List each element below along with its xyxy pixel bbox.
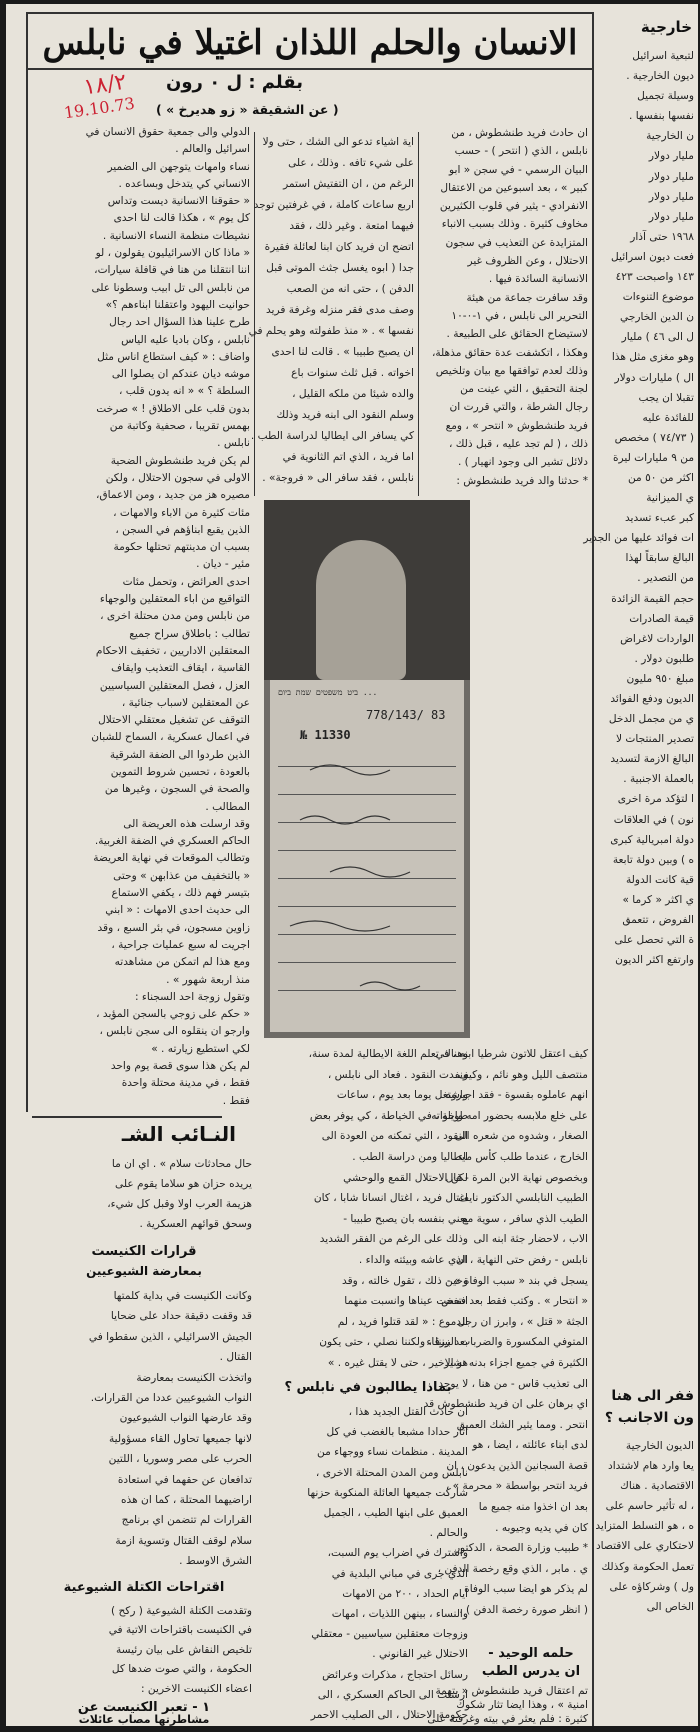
text-line: الديون الخارجية (625, 1440, 694, 1452)
text-line: التواقيع من اباء المعتقلين والوجهاء (99, 593, 250, 606)
text-line: « بالتخفيف من عذابهن » وحتى (113, 869, 250, 882)
text-line: مليار دولار (648, 150, 694, 163)
text-line: امنية » ، وهذا ايضا تثار شكوك (456, 1699, 588, 1711)
text-line: ونفدت النقود . فعاد الى نابلس ، (327, 1068, 468, 1081)
left-bottom-line-1: ١ - تعبر الكنيست عن (77, 1700, 211, 1715)
article-byline: بقلم : ل ٠ رون (166, 72, 303, 93)
text-line: الدموع : « لقد قتلوا فريد ، لم (337, 1315, 468, 1328)
right-divider (592, 12, 594, 1726)
text-line: تعمل الحكومة وكذلك (601, 1560, 694, 1573)
handwriting-scribbles (270, 740, 464, 1020)
text-line: حجم القيمة الزائدة (611, 592, 694, 605)
article-column-3 (30, 124, 250, 1114)
text-line: على خلع ملابسه بحضور امه واخواته (431, 1109, 588, 1122)
right-strip-section-title: ففر الى هنا (611, 1388, 694, 1404)
text-line: الذي عاشه وبيئته والداء . (358, 1253, 468, 1266)
text-line: مبلغ ٩٥٠ مليون (626, 672, 694, 685)
text-line: الحكومة ، والتي صوت ضدها كل (111, 1663, 252, 1676)
text-line: لم يكن هذا سوى قصة يوم واحد (110, 1060, 250, 1073)
text-line: تصدير المنتجات لا (616, 733, 694, 746)
text-line: كل يوم » ، هكذا قالت لنا احدى (113, 212, 250, 225)
text-line: وقد ارسلت هذه العريضة الى (123, 817, 250, 830)
text-line: العزل ، فصل المعتقلين السياسيين (99, 679, 250, 692)
left-section-subtitle: بمعارضة الشيوعيين (86, 1264, 202, 1278)
text-line: ديون الخارجية . (626, 70, 694, 83)
text-line: نون ) في العلاقات (613, 813, 694, 826)
text-line: لدى ابناء عائلته ، ايضا ، هو (472, 1439, 588, 1452)
left-article-title: النـائب الشـ (121, 1122, 236, 1146)
text-line: الاقتصادية . هناك (620, 1480, 694, 1493)
text-line: ة التي تحصل على (614, 934, 694, 947)
document-number: № 11330 (300, 728, 351, 742)
text-line: وسحق قوائهم العسكرية . (139, 1218, 252, 1230)
top-rule (26, 12, 594, 14)
text-line: ( ٧٤/٧٣ ) مخصص (614, 431, 694, 444)
text-line: القاسية ، ايقاف التعذيب وايقاف (111, 662, 250, 675)
text-line: مخاوف كثيرة . وذلك بسبب الانباء (441, 218, 588, 231)
text-line: الجيش الاسرائيلي ، الذين سقطوا في (88, 1330, 252, 1343)
text-line: لم يذكر هو ايضا سبب الوفاة (464, 1583, 588, 1596)
text-line: فقط ، في مدينة محتلة واحدة (121, 1077, 250, 1090)
right-strip-column (583, 46, 694, 1386)
text-line: منذ اربعة شهور » . (166, 973, 250, 986)
text-line: ان يصبح طبيبا » . قالت لنا احدى (271, 346, 414, 358)
text-line: نابلس ، فقد سافر الى « فروجة» . (262, 472, 414, 484)
article-column-1 (424, 124, 588, 496)
text-line: واشترك في اضراب يوم السبت، (327, 1547, 468, 1560)
text-line: بسبب ان مدينتهم تحتلها حكومة (113, 541, 250, 554)
text-line: اتضح ان فريد كان ابنا لعائلة فقيرة (264, 241, 414, 253)
text-line: المطالب . (205, 800, 250, 813)
text-line: الديون ودفع الفوائد (610, 693, 694, 705)
right-strip-header: خارجية (640, 18, 692, 36)
text-line: نساء وامهات يتوجهن الى الضمير (107, 160, 250, 173)
text-line: حكومة الاحتلال ، الى الصليب الاحمر (310, 1709, 468, 1722)
text-line: وقد سافرت جماعة من هيئة (466, 291, 588, 304)
right-strip-section-subtitle: ون الاجانب ؟ (604, 1410, 694, 1426)
text-line: اية اشياء تدعو الى الشك ، حتى ولا (262, 136, 414, 148)
text-line: اسرائيل والعالم . (175, 143, 250, 156)
text-line: طلبون دولار . (634, 652, 694, 665)
text-line: وبخصوص نهاية الابن المرة - قال (445, 1171, 588, 1184)
text-line: قية كانت الدولة (625, 873, 694, 886)
text-line: طويلة ، في الخياطة ، كي يوفر بعض (309, 1109, 468, 1122)
text-line: اثار حدادا مشبعا بالغضب في كل (326, 1426, 468, 1439)
text-line: ي الميزانية (646, 492, 694, 505)
text-line: بهمس تقريبا ، صحفية وكاتبة من (109, 420, 250, 433)
text-line: فعت ديون اسرائيل (610, 250, 694, 263)
text-line: ١٤٣ واصبحت ٤٢٣ (615, 271, 694, 284)
text-line: التوقف عن تشغيل معتقلي الاحتلال (98, 714, 250, 727)
text-line: اما فريد ، الذي اتم الثانوية في (282, 451, 414, 463)
text-line: ذلك ، ( لم تجد عليه ، قبل ذلك ، (448, 438, 588, 451)
text-line: بالعودة ، تحسين شروط التموين (110, 765, 250, 778)
text-line: وهكذا ، اتكشفت عدة حقائق مذهلة، (431, 346, 588, 359)
text-line: الحرب على مصر وسوريا ، اللتين (108, 1453, 252, 1466)
text-line: ارسلت الى الحاكم العسكري ، الى (317, 1688, 468, 1701)
text-line: اراضيهما المحتلة ، كما ان هذه (120, 1494, 252, 1507)
text-line: نابلس - رفض حتى النهاية ، ان (455, 1253, 588, 1266)
text-line: في الكنيست باقتراحات الاتية في (108, 1624, 252, 1637)
text-line: ا لتؤكد مرة اخرى (617, 793, 694, 806)
text-line: بدون قلب على الاطلاق ! » صرخت (96, 402, 250, 415)
text-line: قد وقفت دقيقة حداد على ضحايا (110, 1310, 252, 1323)
text-line: نابلس ، وكان باديا عليه الياس (121, 333, 250, 346)
text-line: شاركت جميعها العائلة المنكوبة حزنها (307, 1486, 468, 1499)
text-line: تدافعان عن حقهما في استعادة (117, 1473, 252, 1486)
text-line: لاستيضاح الحقائق على الطبيعة . (446, 328, 588, 341)
subheading-only-dream: حلمه الوحيد - (488, 1646, 574, 1661)
text-line: وتطالب الموقعات في نهاية العريضة (93, 852, 250, 865)
text-line: ان حادث فريد طنشطوش ، من (451, 127, 588, 139)
text-line: الاولى في سجون الاحتلال ، ولكن (105, 471, 250, 484)
text-line: رسائل احتجاج ، مذكرات وعرائض (322, 1668, 468, 1681)
text-line: الانساني كي يتدخل وبساعده . (118, 177, 250, 190)
text-line: اخواته . قبل ثلث سنوات باع (291, 367, 414, 379)
text-line: البيان الرسمي - في سجن « ابو (449, 163, 588, 176)
text-line: الخارج ، عندما طلب كأس ماء . (451, 1150, 588, 1163)
right-strip-column-2 (595, 1436, 694, 1724)
subheading-study-medicine: ان يدرس الطب (481, 1664, 581, 1679)
text-line: ي . مابر ، الذي وقع رخصة الدفن ، (437, 1562, 588, 1575)
text-line: رجال الشرطة ، والتي قررت ان (449, 401, 588, 414)
text-line: انتفخت عيناها وانسبت منهما (344, 1295, 468, 1308)
photo-document (270, 680, 464, 1032)
text-line: « حكم على زوجي بالسجن المؤبد ، (96, 1008, 250, 1021)
text-line: الحاكم العسكري في الضفة الغربية. (94, 835, 250, 848)
text-line: العميق على ابنها الطيب ، الجميل (323, 1507, 468, 1520)
left-bottom-line-2: مشاطرتها مصاب عائلات (78, 1713, 210, 1726)
text-line: والصحة في السجون ، وغيرها من (104, 783, 250, 796)
text-line: الطبيب النابلسي الدكتور نايف (458, 1192, 588, 1205)
text-line: سلام لوقف القتال وتسوية ازمة (115, 1534, 252, 1547)
text-line: لكن الاحتلال القمع والوحشي (343, 1171, 468, 1184)
text-line: حال محادثات سلام » . اي ان ما (111, 1158, 252, 1170)
text-line: في اعمال عسكرية ، السماح للشبان (91, 731, 250, 744)
text-line: الاحتلال ، وعن الظروف غير (467, 255, 588, 268)
text-line: ن الخارجية (646, 130, 694, 143)
text-line: * طبيب وزارة الصحة ، الدكتور (454, 1542, 588, 1555)
text-line: النقود ، التي تمكنه من العودة الى (321, 1130, 468, 1143)
text-line: وارجو ان ينقلوه الى سجن نابلس ، (99, 1025, 250, 1038)
text-line: وتقول زوجة احد السجناء : (134, 990, 250, 1003)
text-line: فريد انتحر بواسطة « محرمة » ، (445, 1480, 588, 1493)
text-line: مئات كثيرة من الاباء والامهات ، (113, 506, 250, 519)
text-line: لكي استطيع زيارته . » (151, 1042, 250, 1055)
text-line: وزوجات معتقلين سياسيين - معتقلي (311, 1628, 468, 1641)
left-section-column (36, 1286, 252, 1576)
text-line: الفروض ، تتعمق (622, 914, 694, 927)
text-line: للفائدة عليه (642, 411, 694, 424)
text-line: وتقدمت الكتلة الشيوعية ( ركح ) (110, 1605, 252, 1617)
text-line: الجثة « قتل » ، وابرز ان رجل (457, 1315, 588, 1328)
text-line: بتيسر فهم ذلك ، يكفي الاستماع (111, 887, 250, 900)
col-divider-2 (418, 132, 419, 496)
text-line: الى حديث احدى الامهات : « ابني (105, 904, 250, 917)
text-line: كان في يديه وجيوبه . (495, 1521, 588, 1534)
article-column-lower-right-tail (427, 1684, 588, 1726)
article-source: ( عن الشقيقة « زو هديرخ » ) (156, 102, 339, 117)
text-line: بالعملة الاجنبية . (623, 773, 694, 786)
text-line: مئير - ديان . (196, 558, 250, 571)
text-line: اي برهان على ان فريد طنشطوش قد (423, 1398, 588, 1411)
text-line: هو الاخير ، حتى لا يقتل غيره . » (327, 1356, 468, 1369)
text-line: نفسها بنفسها . (628, 110, 694, 123)
text-line: وقد عارضها النواب الشيوعيون (119, 1412, 252, 1425)
text-line: ان حادث القتل الجديد هذا ، (348, 1406, 468, 1418)
text-line: ي اكثر « كرما » (622, 893, 694, 906)
text-line: نفسها » . « منذ طفولته وهو يحلم في (248, 325, 414, 337)
text-line: الانسانية السائدة فيها . (488, 273, 588, 286)
text-line: ل الى ٤٦ ) مليار (621, 331, 694, 344)
text-line: الطيب الذي سافر ، سوية مع (461, 1212, 588, 1225)
text-line: البالغ الازمة لتسديد (610, 753, 694, 766)
text-line: الذين يقبع ابناؤهم في السجن ، (115, 523, 250, 536)
text-line: تقبلا ان يجب (638, 391, 694, 404)
text-line: ( انظر صورة رخصة الدفن ) . (459, 1604, 588, 1617)
text-line: قيمة الصادرات (629, 612, 694, 625)
text-line: كثيرة : فلم يعثر في بيته وغرفته على (427, 1713, 588, 1725)
text-line: واضاف : « كيف استطاع اناس مثل (97, 350, 250, 363)
text-line: القتال . (219, 1351, 252, 1364)
text-line: من ٩ مليارات ليرة (612, 451, 694, 464)
text-line: المتزايدة عن التعذيب في سجون (445, 236, 588, 249)
stamp-date: 19.10.73 (62, 93, 136, 123)
text-line: ات فوائد عليها من الجدير (583, 532, 694, 545)
left-section3-title: اقتراحات الكتلة الشيوعية (63, 1580, 225, 1595)
text-line: فقط . (222, 1094, 250, 1107)
text-line: وهناك تعلم اللغة الايطالية لمدة سنة، (308, 1048, 468, 1060)
text-line: قصة السجانين الذين يدعون ، ان (446, 1459, 588, 1472)
text-line: هزيمة العرب اولا وقبل كل شيء، (107, 1198, 252, 1210)
text-line: فيهما امتعة . وغير ذلك ، فقد (289, 220, 414, 232)
text-line: الشرق الاوسط . (179, 1555, 252, 1568)
text-line: والده شيئا من ملكه القليل ، (292, 388, 414, 400)
text-line: ن الدين الخارجي (620, 311, 694, 324)
text-line: لتبعية اسرائيل (632, 50, 694, 62)
text-line: الذي جرى في مباني البلدية في (331, 1567, 468, 1580)
text-line: ايطاليا ومن دراسة الطب . (352, 1150, 468, 1163)
text-line: مليار دولار (648, 210, 694, 223)
photo-person-figure (316, 540, 406, 680)
text-line: دولة امبريالية كبرى (610, 833, 694, 846)
text-line: على شيء تافه . وذلك ، على (288, 157, 414, 169)
text-line: نابلس ومن المدن المحتلة الاخرى ، (315, 1466, 468, 1479)
text-line: الكثيرة في جميع اجزاء بدنه تشير (444, 1356, 588, 1369)
article-column-lower-mid (268, 1044, 468, 1374)
text-line: كبير » ، بعد اسبوعين من الاعتقال (440, 181, 588, 194)
text-line: السلطة ؟ » « انه يدون قلب ، (118, 385, 250, 398)
text-line: ي من مجمل الدخل (608, 713, 694, 726)
text-line: ومع هذا لم اتمكن من مشاهدته (114, 956, 250, 969)
text-line: يسجل في بند « سبب الوفاة » - (446, 1274, 588, 1287)
text-line: والنساء ، بينهن اللذيات ، امهات (331, 1608, 468, 1621)
text-line: اربع ساعات كاملة ، في غرفتين توجد (253, 199, 414, 211)
text-line: الرغم من ، ان التفتيش استمر (283, 178, 414, 190)
text-line: نابلس ، الذي ( انتحر ) - حسب (454, 145, 588, 158)
text-line: وذلك على الرغم من الفقر الشديد (319, 1233, 468, 1246)
text-line: « انتحار » . وكتب فقط بعد فحص (441, 1295, 588, 1308)
text-line: طرح علينا هذا السؤال احد رجال (109, 316, 250, 329)
text-line: احدى العرائض ، وتحمل مئات (122, 575, 250, 588)
text-line: يريده حزان هو سلاما يقوم على (115, 1178, 252, 1190)
text-line: بعد ان اخذوا منه جميع ما (478, 1501, 588, 1514)
document-header-text: ביט משפטים שמת ביום ... (278, 688, 378, 697)
text-line: كبر عبء تسديد (625, 512, 694, 525)
text-line: المدينة . منظمات نساء ووجهاء من (317, 1446, 468, 1459)
handwritten-date-stamp (59, 69, 136, 123)
text-line: الذين طردوا الى الضفة الشرقية (109, 748, 250, 761)
burial-permit-photo (264, 500, 470, 1038)
text-line: وصف مدى فقر منزله وغرفة فريد (266, 304, 414, 316)
newspaper-clipping (6, 4, 698, 1726)
text-line: منتصف الليل وهو نائم ، وكيف (457, 1068, 588, 1081)
text-line: وارتفع اكثر الديون (615, 954, 694, 967)
text-line: « حقوقنا الانسانية ديست وتداس (107, 195, 250, 208)
text-line: الاحتلال غير القانوني . (372, 1648, 468, 1661)
text-line: اجريت له سبع عمليات جراحية ، (111, 938, 250, 951)
text-line: وسيلة تجميل (637, 90, 694, 103)
text-line: من نابلس ومن مدن محتلة اخرى ، (100, 610, 250, 623)
text-line: نابلس . (217, 437, 250, 450)
text-line: انتحر . ومما يثير الشك العميق (456, 1418, 588, 1431)
text-line: الدولي والى جمعية حقوق الانسان في (85, 126, 250, 138)
text-line: اعضاء الكنيست الاخرين : (141, 1682, 252, 1695)
text-line: اغتال فريد ، اغتال انسانا شابا ، كان (313, 1192, 468, 1205)
text-line: الدفن ) ، حتى انه من الصعب (286, 283, 414, 295)
text-line: موضوع التنوءات (622, 291, 694, 304)
document-code: 778/143/ 83 (366, 708, 446, 722)
text-line: ، له تأثير حاسم على (605, 1500, 694, 1513)
stamp-number: ١٨/٢ (82, 69, 129, 101)
article-column-lower-mid-2 (268, 1402, 468, 1726)
text-line: وحين ذلك ، تقول خالته ، وقد (342, 1274, 468, 1287)
headline-rule (26, 68, 594, 70)
text-line: الاب ، لاحضار جثة ابنه الى (473, 1233, 588, 1246)
text-line: من نابلس الى تل ابيب وسطونا على (91, 281, 250, 294)
text-line: جدا ( ابوه يغسل جثث الموتى قبل (266, 262, 414, 274)
text-line: وهو مغزى مثل هذا (611, 351, 694, 364)
text-line: وذلك لعدم توافقها مع بيان وتلخيص (435, 364, 588, 377)
left-divider (26, 12, 28, 1112)
text-line: النواب الشيوعيين عددا من القرارات. (90, 1392, 252, 1405)
text-line: الانفرادي - يثير في قلوب الكثيرين (439, 200, 588, 213)
text-line: مليار دولار (648, 190, 694, 203)
text-line: كي يسافر الى ايطاليا لدراسة الطب . (250, 430, 414, 442)
text-line: اكثر من ٥٠ من (627, 471, 694, 484)
text-line: مصيره هز من جديد ، ومن الاعماق، (95, 489, 250, 502)
text-line: والحالم . (429, 1527, 468, 1540)
text-line: لم يكن فريد طنشطوش الضحية (110, 454, 250, 467)
text-line: انهم عاملوه بقسوة - فقد اجبروه (445, 1089, 588, 1102)
text-line: مليار دولار (648, 170, 694, 183)
text-line: بعد بيننا ، ولكننا نصلي ، حتى يكون (319, 1336, 468, 1349)
text-line: ال ) مليارات دولار (614, 371, 694, 384)
text-line: واشتغل يوما بعد يوم ، ساعات (336, 1089, 468, 1102)
text-line: لاحتكاري على الاقتصاد (595, 1540, 694, 1553)
text-line: تطالب : باطلاق سراح جميع (129, 627, 250, 640)
text-line: يعا وارد هام لاشتداد (608, 1460, 694, 1473)
left-article-column (36, 1154, 252, 1242)
left-section-title: قرارات الكنيست (91, 1244, 197, 1259)
subheading-demands: بماذا يطالبون في نابلس ؟ (284, 1380, 452, 1395)
article-column-2 (248, 132, 414, 496)
text-line: الى تعذيب قاس - من هنا ، لا يوجد (438, 1377, 588, 1390)
text-line: اننا انتقلنا من هنا في قافلة سيارات، (94, 264, 250, 277)
text-line: واتخذت الكنيست بمعارضة (136, 1371, 252, 1384)
lower-left-rule (32, 1116, 222, 1118)
text-line: موشه ديان عندكم ان يصلوا الى (111, 368, 250, 381)
text-line: لانها جميعها تحاول القاء مسؤولية (108, 1432, 252, 1445)
text-line: وكانت الكنيست في بداية كلمتها (113, 1290, 252, 1302)
text-line: وسلم النقود الى ابنه فريد وذلك (276, 409, 414, 421)
text-line: ه ، هو التسلط المتزايد (595, 1520, 694, 1533)
text-line: البالغ سابقاً لهذا (625, 552, 694, 565)
text-line: * حدثنا والد فريد طنشطوش : (456, 474, 588, 487)
text-line: حوانيت اليهود واعتقلنا ابناءهم ؟» (105, 298, 250, 311)
text-line: التحرير الى نابلس ، في ١-٠-١٠ (451, 309, 588, 322)
text-line: ه ) وبين دولة تابعة (612, 853, 694, 866)
text-line: كيف اعتقل للاتون شرطيا ابنه ، في (435, 1048, 588, 1060)
text-line: فريد طنشطوش « انتحر » ، ومع (445, 419, 588, 432)
text-line: المعتقلين الاداريين ، تخفيف الاحكام (95, 644, 250, 657)
text-line: يعني بنفسه بان يصبح طبيبا - (343, 1212, 468, 1225)
text-line: الصغار ، وشدوه من شعره الى (454, 1130, 588, 1143)
text-line: دلائل تشير الى وجود انهيار ) . (457, 456, 588, 469)
text-line: القرارات لم تتضمن اي برنامج (121, 1514, 252, 1527)
text-line: تلخيص النقاش على بيان رئيسة (115, 1643, 252, 1656)
text-line: ايام الحداد ، ٢٠٠ من الامهات (342, 1587, 468, 1600)
text-line: الخاص الى (646, 1600, 694, 1613)
text-line: ول ) وشركاؤه على (609, 1580, 694, 1593)
text-line: الواردات لاغراض (620, 632, 694, 645)
text-line: من التصدير . (637, 572, 694, 585)
text-line: نشيطات منظمة النساء الانسانية . (102, 229, 250, 242)
text-line: زاوين مسجون، في بئر السبع ، وقد (97, 921, 250, 934)
text-line: « ماذا كان الاسرائيليون يقولون ، لو (95, 247, 250, 260)
text-line: عن المعتقلين لاسباب جنائية ، (121, 696, 250, 709)
text-line: لجنة التحقيق ، التي عينت من (460, 383, 588, 396)
text-line: المتوفي المكسورة والضربات الزرقاء (426, 1336, 588, 1349)
text-line: ١٩٦٨ حتى آذار (630, 230, 694, 243)
left-section3-column (36, 1602, 252, 1702)
article-headline: الانسان والحلم اللذان اغتيلا في نابلس (42, 23, 578, 63)
text-line: تم اعتقال فريد طنشطوش « بتهمة (435, 1685, 588, 1697)
